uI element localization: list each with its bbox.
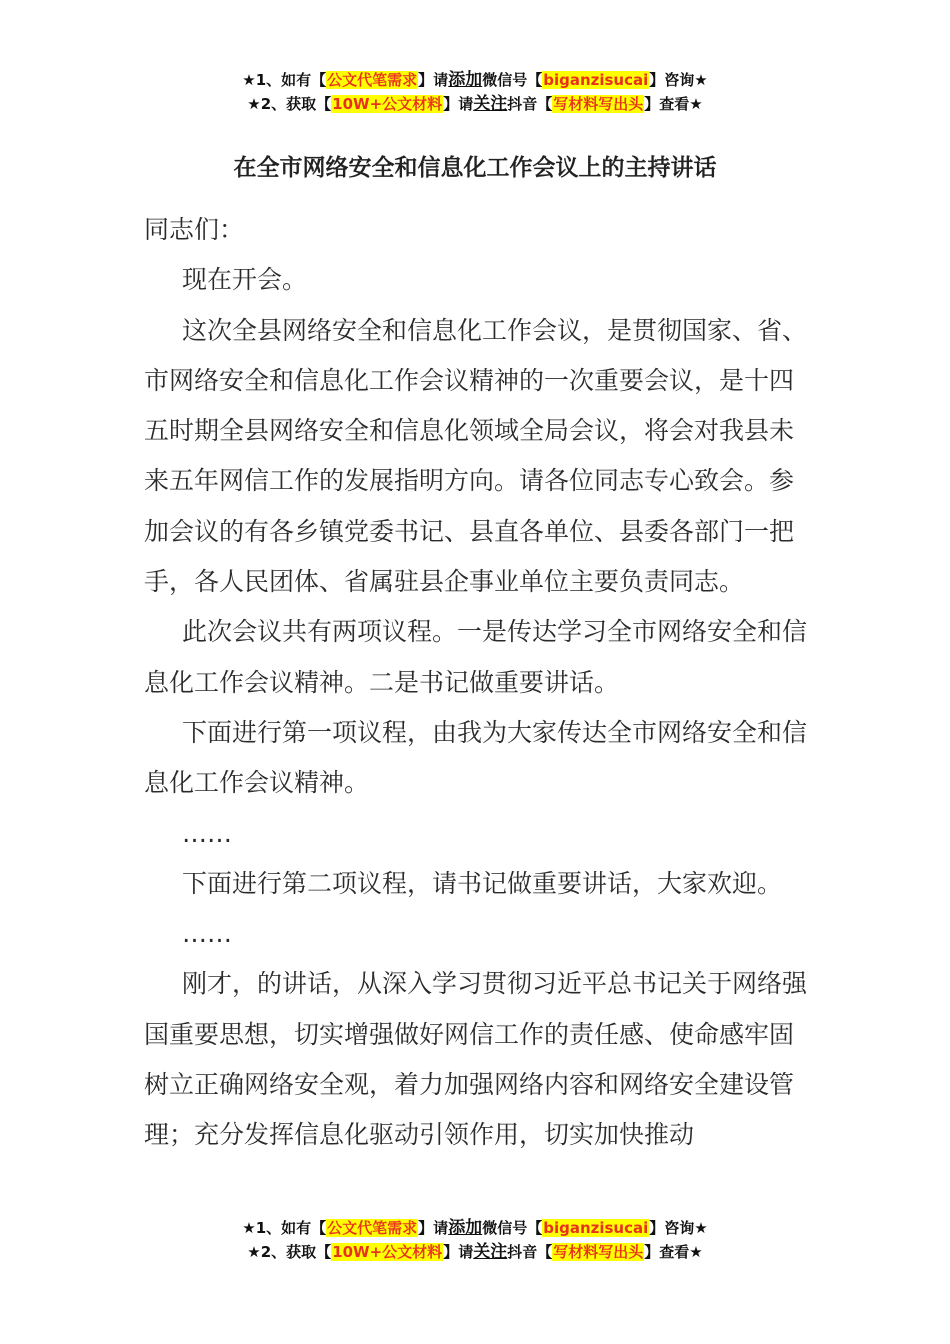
ad-text: 抖音【: [507, 1243, 553, 1261]
ad-wechat-id: biganzisucai: [543, 71, 649, 89]
ad-line-1: [0, 1216, 950, 1240]
ad-text: 】咨询★: [649, 71, 708, 89]
ad-text: 微信号【: [482, 1219, 543, 1237]
document-body: [144, 205, 809, 1161]
paragraph: 下面进行第二项议程，请书记做重要讲话，大家欢迎。: [182, 868, 783, 898]
ad-text: 】咨询★: [649, 1219, 708, 1237]
ad-underline: 添加: [448, 1218, 483, 1238]
ad-text: 】请: [443, 1243, 474, 1261]
ad-text: ★1、如有【: [242, 71, 327, 89]
paragraph: 下面进行第一项议程，由我为大家传达全市网络安全和信息化工作会议精神。: [144, 717, 808, 798]
ad-text: 微信号【: [482, 71, 543, 89]
ad-highlight: 公文代笔需求: [327, 1219, 418, 1237]
ad-text: 】查看★: [644, 95, 703, 113]
bottom-ad-banner: [0, 1216, 950, 1264]
ad-douyin-id: 写材料写出头: [553, 95, 644, 113]
ad-line-2: [0, 92, 950, 116]
ad-underline: 关注: [473, 1242, 508, 1262]
ad-highlight: 10W+公文材料: [332, 95, 443, 113]
ad-line-1: [0, 68, 950, 92]
ad-douyin-id: 写材料写出头: [553, 1243, 644, 1261]
ellipsis-paragraph: ……: [182, 818, 232, 848]
ad-line-2: [0, 1240, 950, 1264]
paragraph: 刚才，的讲话，从深入学习贯彻习近平总书记关于网络强国重要思想，切实增强做好网信工作的责任感、使命感牢固树立正确网络安全观，着力加强网络内容和网络安全建设管理；充分发挥信息化驱动引领作用，切实加快推动: [144, 969, 808, 1150]
ad-text: 】请: [418, 1219, 449, 1237]
paragraph: 此次会议共有两项议程。一是传达学习全市网络安全和信息化工作会议精神。二是书记做重要讲话。: [144, 617, 808, 697]
ad-highlight: 10W+公文材料: [332, 1243, 443, 1261]
paragraph: 这次全县网络安全和信息化工作会议，是贯彻国家、省、市网络安全和信息化工作会议精神的一次重要会议，是十四五时期全县网络安全和信息化领域全局会议，将会对我县未来五年网信工作的发展指明方向。请各位同志专心致会。参加会议的有各乡镇党委书记、县直各单位、县委各部门一把手，各人民团体、省属驻县企事业单位主要负责同志。: [144, 315, 808, 597]
salutation: 同志们：: [144, 215, 245, 244]
ad-text: 】请: [443, 95, 474, 113]
document-title: 在全市网络安全和信息化工作会议上的主持讲话: [233, 155, 717, 181]
ad-text: ★1、如有【: [242, 1219, 327, 1237]
paragraph: 现在开会。: [182, 265, 308, 295]
ad-text: 】查看★: [644, 1243, 703, 1261]
ad-text: ★2、获取【: [247, 95, 332, 113]
ad-underline: 关注: [473, 94, 508, 114]
ad-text: ★2、获取【: [247, 1243, 332, 1261]
ad-underline: 添加: [448, 70, 483, 90]
ad-text: 】请: [418, 71, 449, 89]
ellipsis-paragraph: ……: [182, 919, 232, 949]
ad-wechat-id: biganzisucai: [543, 1219, 649, 1237]
ad-highlight: 公文代笔需求: [327, 71, 418, 89]
ad-text: 抖音【: [507, 95, 553, 113]
top-ad-banner: [0, 68, 950, 116]
